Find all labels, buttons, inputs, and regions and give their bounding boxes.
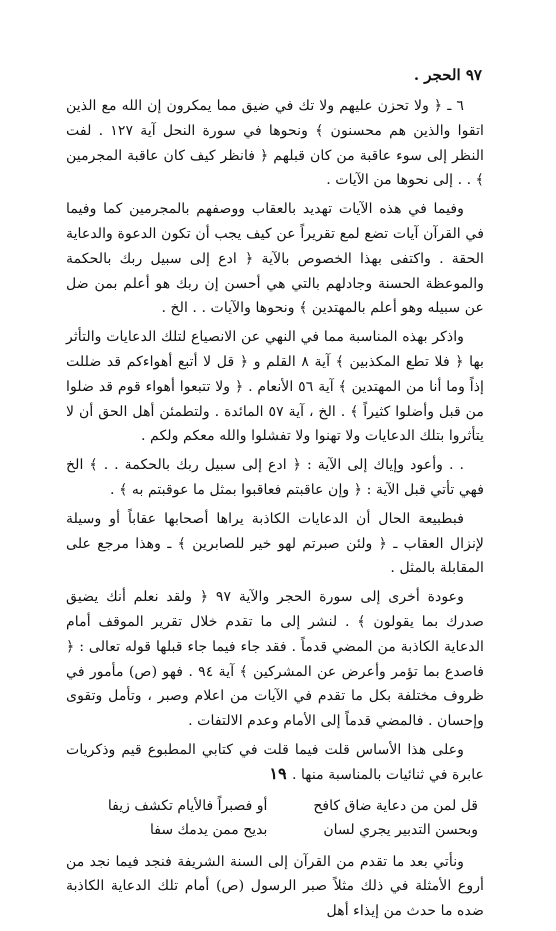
poem-hemistich-left: بديح ممن يدمك سفا [149,821,268,838]
poem-verse [66,794,484,818]
poem-verse [66,818,484,842]
paragraph: ٦ ـ ﴿ ولا تحزن عليهم ولا تك في ضيق مما يمكرون إن الله مع الذين اتقوا والذين هم محسنون ﴾ ونحوها في سورة النحل آية ١٢٧ . لفت النظر إلى سوء عاقبة من كان قبلهم ﴿ فانظر كيف كان عاقبة المجرمين ﴾ . . إلى نحوها من الآيات . [66,98,484,189]
poem-hemistich-right: قل لمن من دعاية ضاق كافح [313,797,478,814]
paragraph: ونأتي بعد ما تقدم من القرآن إلى السنة الشريفة فنجد فيما نجد من أروع الأمثلة في ذلك مثلاً صبر الرسول (ص) أمام تلك الدعاية الكاذبة ضده ما حدث من إيذاء أهل [66,853,484,920]
paragraph: وفيما في هذه الآيات تهديد بالعقاب ووصفهم بالمجرمين كما وفيما في القرآن آيات تضع لمع تقريراً عن كيف يجب أن تكون الدعوة والدعاية الحقة . واكتفى بهذا الخصوص بالآية ﴿ ادع إلى سبيل ربك بالحكمة والموعظة الحسنة وجادلهم بالتي هي أحسن إن ربك هو أعلم بمن ضل عن سبيله وهو أعلم بالمهتدين ﴾ ونحوها والآيات . . الخ . [66,201,484,317]
paragraph: وعلى هذا الأساس قلت فيما قلت في كتابي المطبوع قيم وذكريات عابرة في ثنائيات بالمناسبة منها . : [66,741,484,783]
page-header: ٩٧ الحجر . [413,66,482,84]
paragraph: فبطبيعة الحال أن الدعايات الكاذبة يراها أصحابها عقاباً أو وسيلة لإنزال العقاب ـ ﴿ ولئن صبرتم لهو خير للصابرين ﴾ ـ وهذا مرجع على المقابلة بالمثل . [66,510,484,577]
paragraph: . . وأعود وإياك إلى الآية : ﴿ ادع إلى سبيل ربك بالحكمة . . ﴾ الخ فهي تأتي قبل الآية : ﴿ وإن عاقبتم فعاقبوا بمثل ما عوقبتم به ﴾ . [66,457,484,498]
paragraph: واذكر بهذه المناسبة مما في النهي عن الانصياع لتلك الدعايات والتأثر بها ﴿ فلا تطع المكذبين ﴾ آية ٨ القلم و ﴿ قل لا أتبع أهواءكم قد ضللت إذاً وما أنا من المهتدين ﴾ آية ٥٦ الأنعام . ﴿ ولا تتبعوا أهواء قوم قد ضلوا من قبل وأضلوا كثيراً ﴾ . الخ ، آية ٥٧ المائدة . ولتطمئن أهل الحق أن لا يتأثروا بتلك الدعايات ولا تهنوا ولا تفشلوا والله معكم ولكم . [66,329,485,445]
body-text [66,94,484,931]
poem-hemistich-right: وبحسن التدبير يجري لسان [323,821,478,838]
poem-hemistich-left: أو فصبراً فالأيام تكشف زيفا [107,797,268,814]
page-number: ١٩ [269,764,287,783]
paragraph: وعودة أخرى إلى سورة الحجر والآية ٩٧ ﴿ ولقد نعلم أنك يضيق صدرك بما يقولون ﴾ . لنشر إلى ما تقدم خلال تقرير الموقف أمام الدعاية الكاذبة من المضي قدماً . فقد جاء فيما جاء قبلها قوله تعالى : ﴿ فاصدع بما تؤمر وأعرض عن المشركين ﴾ آية ٩٤ . فهو (ص) مأمور في ظروف مختلفة بكل ما تقدم في الآيات من اعلام وصبر ، وتأمل وتقوى وإحسان . فالمضي قدماً إلى الأمام وعدم الالتفات . [66,589,484,730]
poem [66,794,484,842]
